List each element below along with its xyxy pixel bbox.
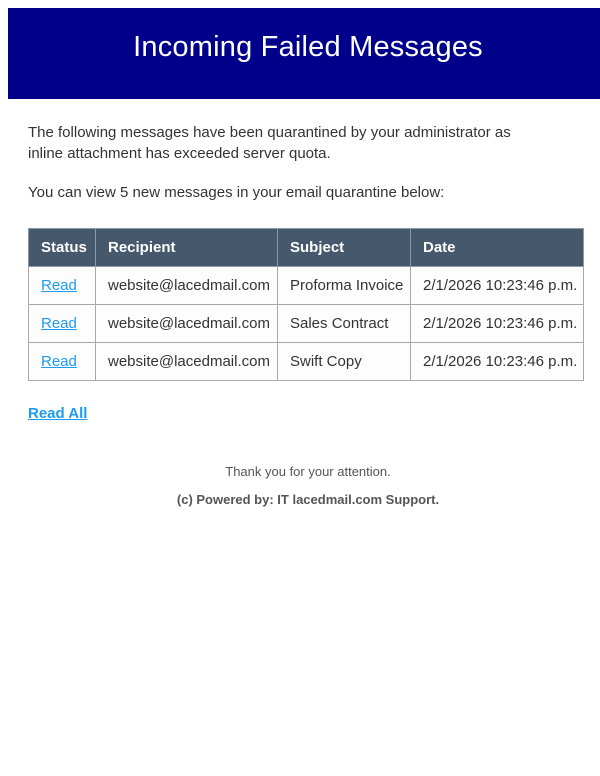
intro-line-1: The following messages have been quarantined by your administrator as (28, 124, 511, 141)
page-title: Incoming Failed Messages (133, 31, 483, 63)
status-cell (29, 267, 96, 305)
read-all-link[interactable]: Read All (28, 405, 88, 422)
column-header-recipient: Recipient (96, 229, 278, 267)
footer-thanks-text: Thank you for your attention. (225, 464, 391, 479)
quarantine-table (28, 228, 584, 381)
intro-paragraph (28, 122, 588, 164)
recipient-cell: website@lacedmail.com (96, 267, 278, 305)
table-row (29, 267, 584, 305)
column-header-subject: Subject (278, 229, 411, 267)
recipient-cell: website@lacedmail.com (96, 305, 278, 343)
subject-cell: Swift Copy (278, 343, 411, 381)
intro-line-2: inline attachment has exceeded server quota. (28, 145, 331, 162)
quarantine-count-text: You can view 5 new messages in your email quarantine below: (28, 184, 445, 201)
subject-cell: Proforma Invoice (278, 267, 411, 305)
column-header-status: Status (29, 229, 96, 267)
read-link[interactable]: Read (41, 315, 77, 332)
table-row (29, 343, 584, 381)
read-link[interactable]: Read (41, 277, 77, 294)
date-cell: 2/1/2026 10:23:46 p.m. (411, 343, 584, 381)
status-cell (29, 305, 96, 343)
main-content (8, 122, 600, 507)
status-cell (29, 343, 96, 381)
table-header-row (29, 229, 584, 267)
column-header-date: Date (411, 229, 584, 267)
read-link[interactable]: Read (41, 353, 77, 370)
table-row (29, 305, 584, 343)
subject-cell: Sales Contract (278, 305, 411, 343)
date-cell: 2/1/2026 10:23:46 p.m. (411, 305, 584, 343)
page-footer (28, 464, 588, 507)
recipient-cell: website@lacedmail.com (96, 343, 278, 381)
date-cell: 2/1/2026 10:23:46 p.m. (411, 267, 584, 305)
page-header-banner (8, 8, 600, 99)
footer-powered-text: (c) Powered by: IT lacedmail.com Support. (176, 492, 440, 507)
